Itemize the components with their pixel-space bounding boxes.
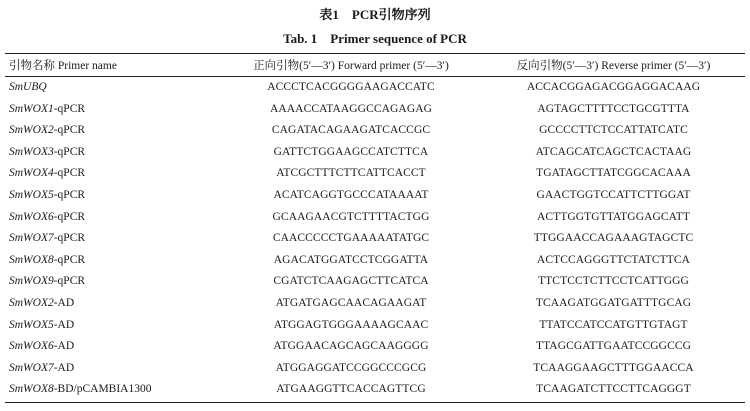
forward-primer-cell: ATGGAGTGGGAAAAGCAAC [273,318,429,331]
reverse-primer-cell: TCAAGATCTTCCTTCAGGGT [536,383,691,396]
primer-name-cell [5,228,220,250]
primer-name-cell [5,293,220,315]
gene-name: SmWOX8 [9,383,54,396]
forward-primer-cell: CAACCCCCTGAAAAATATGC [272,232,430,245]
primer-suffix: -qPCR [53,253,86,266]
primer-name-cell [5,99,220,121]
forward-primer-cell: GATTCTGGAAGCCATCTTCA [273,145,429,158]
reverse-primer-cell: GCCCCTTCTCCATTATCATC [539,124,688,137]
table-row [5,120,745,142]
table-row [5,99,745,121]
primer-suffix: -qPCR [53,102,86,115]
gene-name: SmWOX9 [9,275,54,288]
table-row [5,358,745,380]
table-caption-cn: 表1 PCR引物序列 [319,7,431,22]
table-row [5,379,745,401]
primer-suffix: -AD [53,361,75,374]
primer-name-cell [5,250,220,272]
primer-suffix: -qPCR [53,275,86,288]
primer-suffix: -AD [53,340,75,353]
primer-suffix: -qPCR [53,124,86,137]
primer-name-cell [5,185,220,207]
forward-primer-cell: ATGGAGGATCCGGCCCGCG [275,361,427,374]
primer-name-cell [5,163,220,185]
table-row [5,163,745,185]
primer-suffix: -qPCR [53,145,86,158]
reverse-primer-cell: TGATAGCTTATCGGCACAAA [536,167,691,180]
primer-suffix: -qPCR [53,210,86,223]
primer-suffix: -qPCR [53,167,86,180]
primer-name-cell [5,142,220,164]
table-row [5,207,745,229]
forward-primer-cell: AGACATGGATCCTCGGATTA [273,253,429,266]
table-row [5,77,745,99]
forward-primer-cell: AAAACCATAAGGCCAGAGAG [269,102,433,115]
reverse-primer-cell: TTATCCATCCATGTTGTAGT [539,318,688,331]
forward-primer-cell: ATGAAGGTTCACCAGTTCG [276,383,426,396]
reverse-primer-cell: ATCAGCATCAGCTCACTAAG [535,145,692,158]
primer-suffix: -AD [53,296,75,309]
forward-primer-cell: ATGGAACAGCAGCAAGGGG [273,340,429,353]
table-row [5,142,745,164]
gene-name: SmWOX6 [9,210,54,223]
reverse-primer-cell: TTGGAACCAGAAAGTAGCTC [533,232,694,245]
header-row [5,55,745,77]
primer-name-cell [5,315,220,337]
primer-name-cell [5,358,220,380]
table-row [5,315,745,337]
primer-name-cell [5,120,220,142]
primer-table [5,55,745,401]
gene-name: SmWOX2 [9,124,54,137]
reverse-primer-cell: ACCACGGAGACGGAGGACAAG [526,81,701,93]
gene-name: SmUBQ [9,81,47,93]
gene-name: SmWOX5 [9,188,54,201]
table-row [5,271,745,293]
reverse-primer-cell: GAACTGGTCCATTCTTGGAT [536,188,691,201]
bottom-rule [5,402,745,403]
table-body [5,77,745,401]
table-row [5,250,745,272]
reverse-primer-cell: ACTTGGTGTTATGGAGCATT [536,210,691,223]
gene-name: SmWOX2 [9,296,54,309]
reverse-primer-cell: ACTCCAGGGTTCTATCTTCA [536,253,691,266]
header-forward-primer: 正向引物(5′—3′) Forward primer (5′—3′) [253,60,449,72]
gene-name: SmWOX7 [9,361,54,374]
table-row [5,293,745,315]
table-caption-en: Tab. 1 Primer sequence of PCR [283,31,467,46]
primer-name-cell [5,336,220,358]
forward-primer-cell: ACCCTCACGGGGAAGACCATC [267,81,435,93]
forward-primer-cell: ACATCAGGTGCCCATAAAAT [273,188,429,201]
forward-primer-cell: ATGATGAGCAACAGAAGAT [275,296,427,309]
gene-name: SmWOX3 [9,145,54,158]
gene-name: SmWOX5 [9,318,54,331]
primer-name-cell [5,379,220,401]
header-primer-name: 引物名称 Primer name [9,60,117,72]
primer-suffix: -qPCR [53,188,86,201]
reverse-primer-cell: AGTAGCTTTTCCTGCGTTTA [537,102,690,115]
forward-primer-cell: ATCGCTTTCTTCATTCACCT [276,167,426,180]
header-reverse-primer: 反向引物(5′—3′) Reverse primer (5′—3′) [516,60,711,72]
gene-name: SmWOX1 [9,102,54,115]
primer-name-cell [5,271,220,293]
gene-name: SmWOX4 [9,167,54,180]
gene-name: SmWOX6 [9,340,54,353]
reverse-primer-cell: TTAGCGATTGAATCCGGCCG [535,340,692,353]
table-row [5,185,745,207]
primer-name-cell [5,207,220,229]
primer-suffix: -qPCR [53,232,86,245]
reverse-primer-cell: TTCTCCTCTTCCTCATTGGG [538,275,689,288]
primer-suffix: -AD [53,318,75,331]
forward-primer-cell: GCAAGAACGTCTTTTACTGG [272,210,430,223]
primer-name-cell [5,77,220,99]
gene-name: SmWOX7 [9,232,54,245]
table-row [5,336,745,358]
primer-suffix: -BD/pCAMBIA1300 [53,383,152,396]
gene-name: SmWOX8 [9,253,54,266]
forward-primer-cell: CGATCTCAAGAGCTTCATCA [273,275,429,288]
reverse-primer-cell: TCAAGGAAGCTTTGGAACCA [533,361,694,374]
table-row [5,228,745,250]
forward-primer-cell: CAGATACAGAAGATCACCGC [271,124,431,137]
reverse-primer-cell: TCAAGATGGATGATTTGCAG [535,296,692,309]
